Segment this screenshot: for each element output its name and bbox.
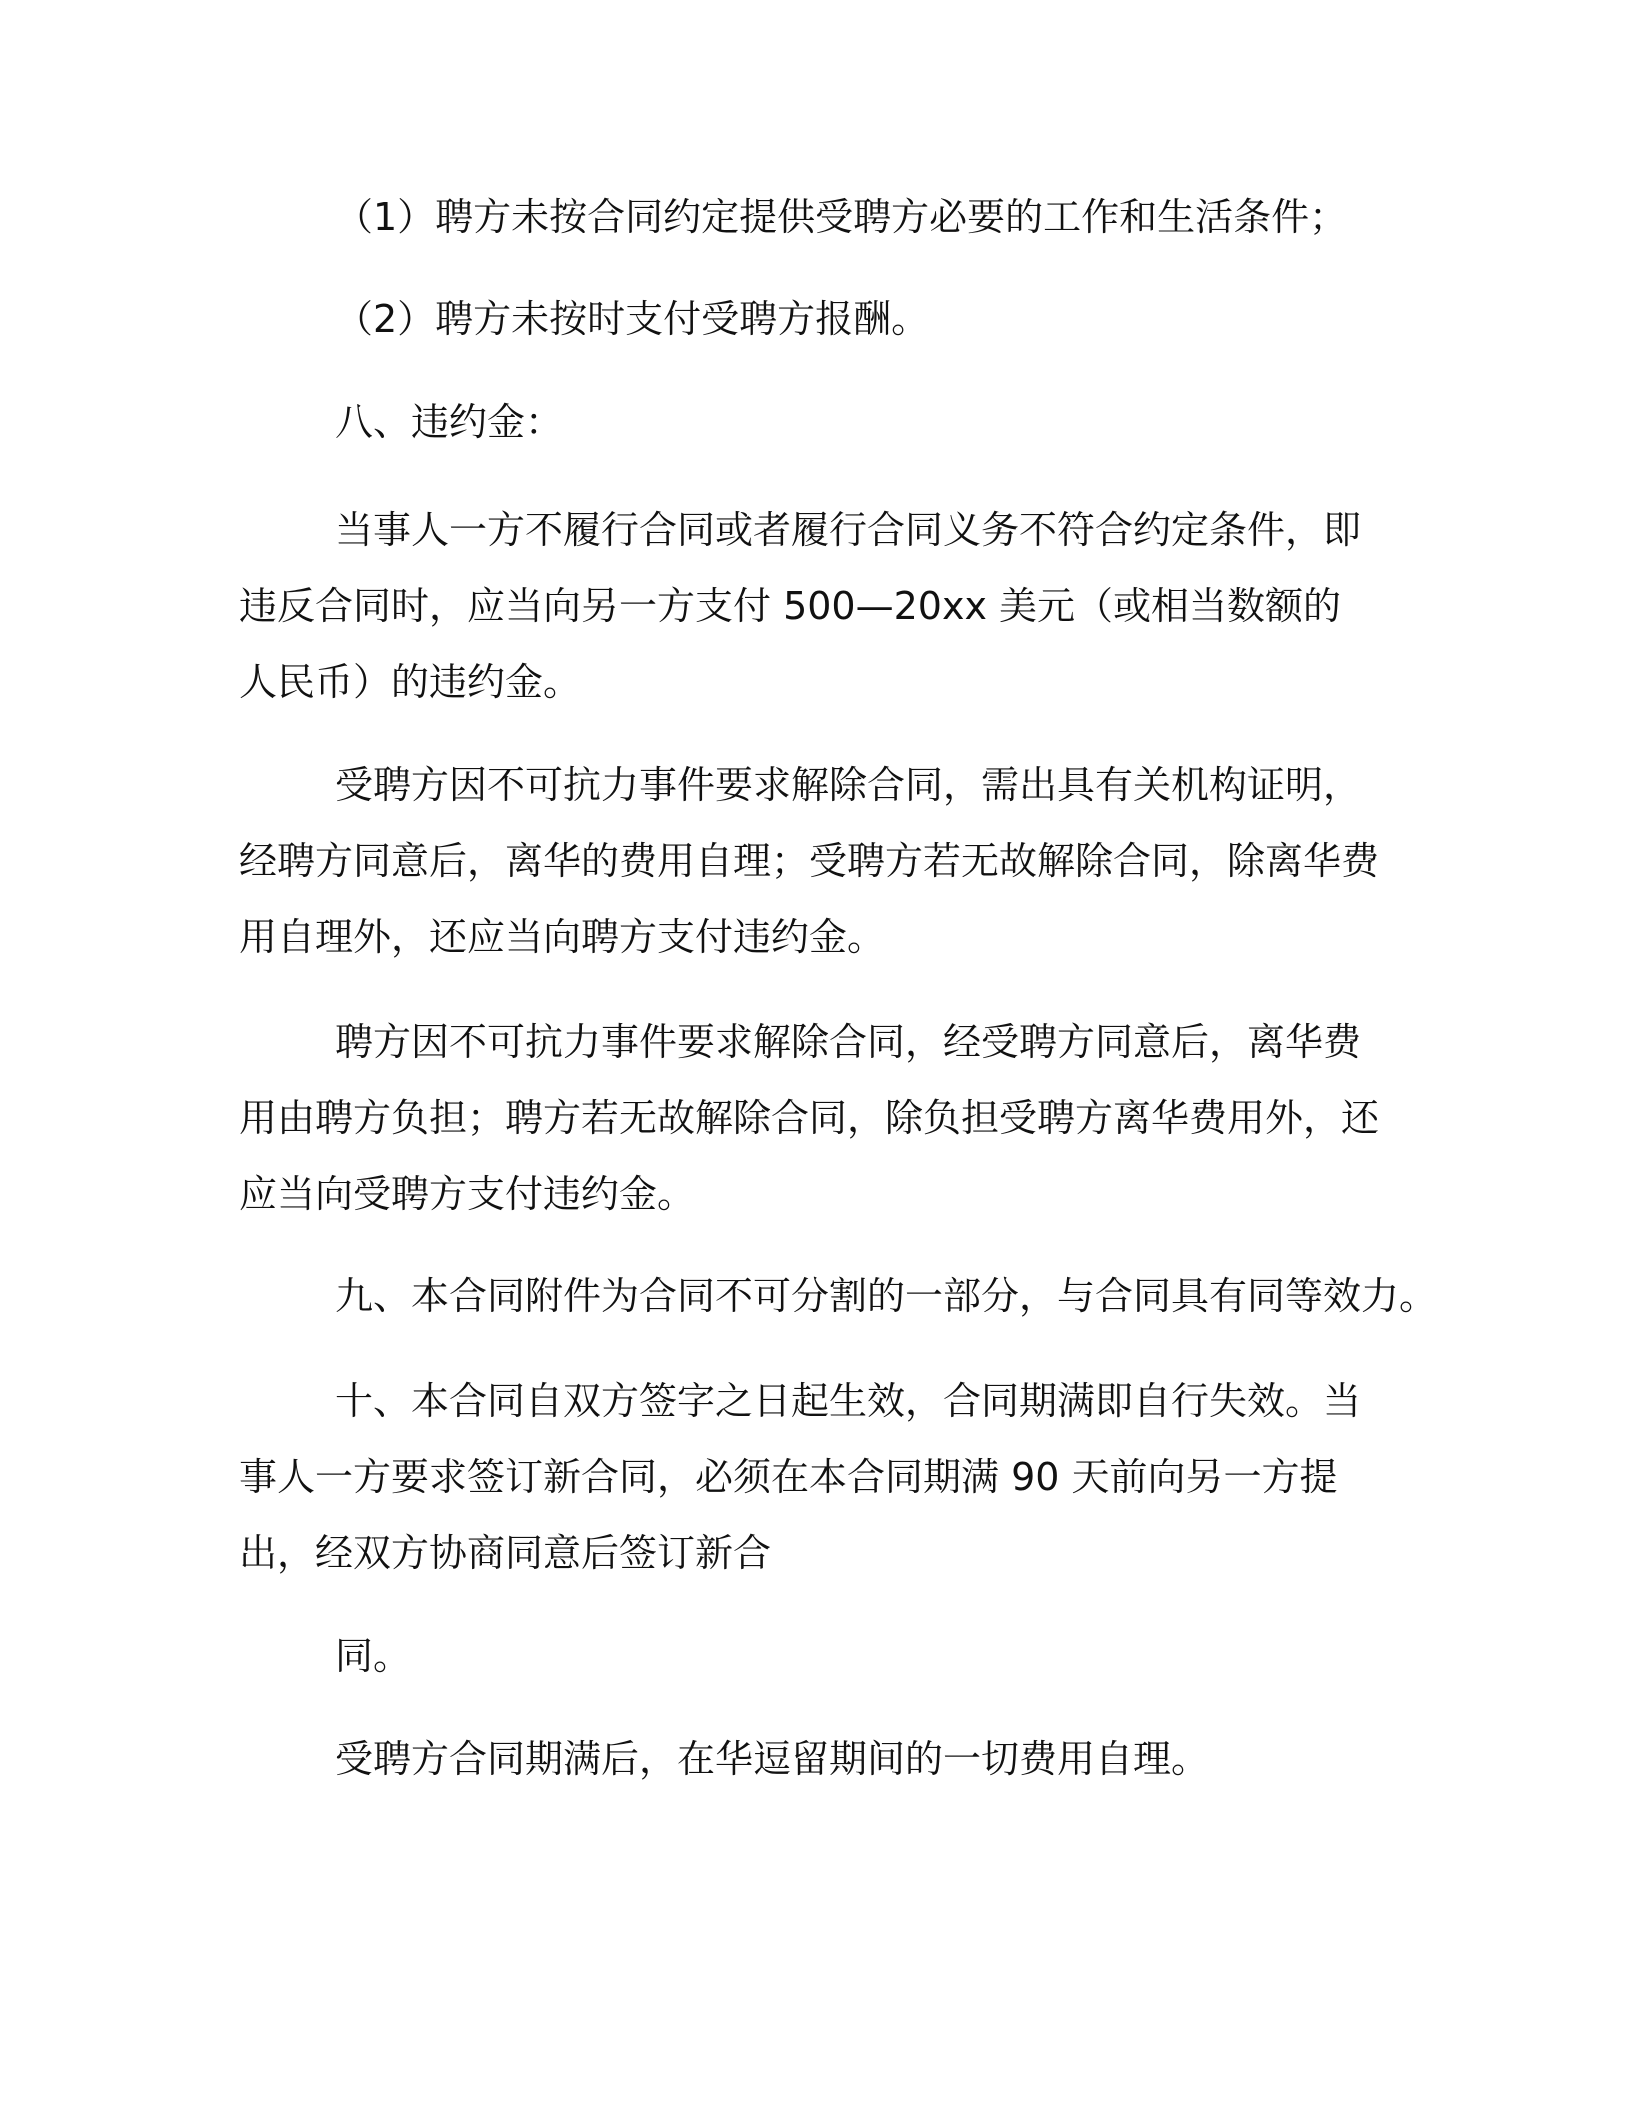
clause-8-paragraph-2: 受聘方因不可抗力事件要求解除合同，需出具有关机构证明，经聘方同意后，离华的费用自理；受聘方若无故解除合同，除离华费用自理外，还应当向聘方支付违约金。 bbox=[239, 763, 1380, 959]
clause-8-paragraph-1: 当事人一方不履行合同或者履行合同义务不符合约定条件，即违反合同时，应当向另一方支付 500—20xx 美元（或相当数额的人民币）的违约金。 bbox=[239, 508, 1362, 704]
clause-8-paragraph-3: 聘方因不可抗力事件要求解除合同，经受聘方同意后，离华费用由聘方负担；聘方若无故解除合同，除负担受聘方离华费用外，还应当向受聘方支付违约金。 bbox=[239, 1020, 1380, 1216]
clause-7-item-1: （1）聘方未按合同约定提供受聘方必要的工作和生活条件； bbox=[335, 195, 1348, 239]
clause-7-item-2: （2）聘方未按时支付受聘方报酬。 bbox=[335, 297, 930, 341]
post-contract-expenses: 受聘方合同期满后，在华逗留期间的一切费用自理。 bbox=[335, 1737, 1210, 1781]
clause-10-paragraph: 十、本合同自双方签字之日起生效，合同期满即自行失效。当事人一方要求签订新合同，必须在本合同期满 90 天前向另一方提出，经双方协商同意后签订新合 bbox=[239, 1379, 1362, 1575]
clause-9: 九、本合同附件为合同不可分割的一部分，与合同具有同等效力。 bbox=[335, 1274, 1438, 1318]
clause-10-continuation: 同。 bbox=[335, 1634, 412, 1678]
clause-8-heading: 八、违约金： bbox=[335, 400, 564, 444]
